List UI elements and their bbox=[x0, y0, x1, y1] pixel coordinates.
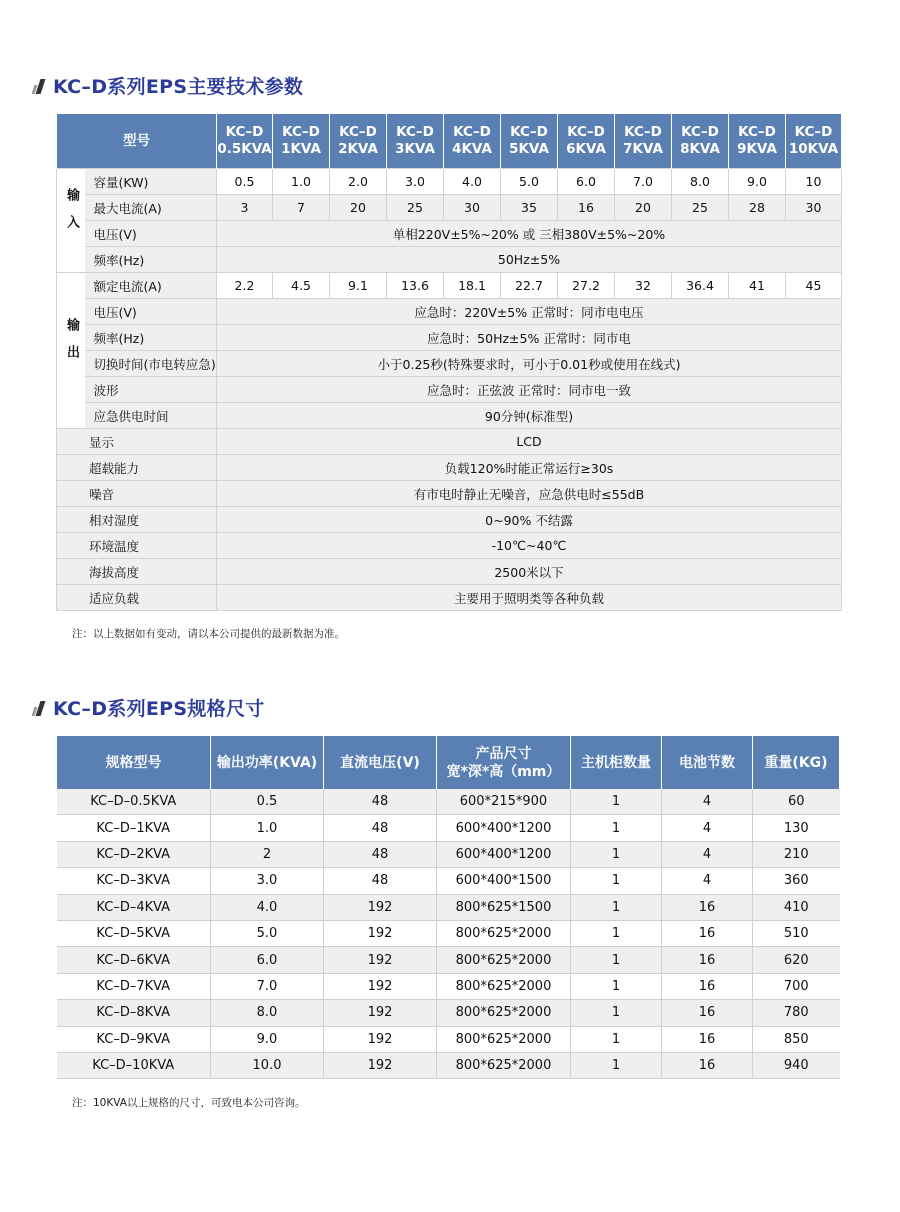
header-dimensions: 产品尺寸 宽*深*高（mm） bbox=[437, 736, 571, 789]
header-battery-count: 电池节数 bbox=[662, 736, 753, 789]
param-value: 90分钟(标准型) bbox=[217, 403, 842, 429]
dimension-cell: 4 bbox=[662, 789, 753, 815]
dimension-cell: 1 bbox=[571, 868, 662, 894]
param-value: 2.0 bbox=[330, 169, 387, 195]
dimension-cell: 192 bbox=[324, 973, 437, 999]
model-header-label: 型号 bbox=[57, 114, 217, 169]
param-value: 36.4 bbox=[672, 273, 729, 299]
header-weight: 重量(KG) bbox=[753, 736, 840, 789]
param-value: 应急时：220V±5% 正常时：同市电电压 bbox=[217, 299, 842, 325]
param-label: 环境温度 bbox=[57, 533, 217, 559]
model-header: KC–D 0.5KVA bbox=[217, 114, 273, 169]
dimension-cell: KC–D–8KVA bbox=[57, 1000, 211, 1026]
dimension-section-title bbox=[33, 694, 265, 721]
param-label: 电压(V) bbox=[85, 221, 217, 247]
dimension-cell: 48 bbox=[324, 841, 437, 867]
param-value: 9.1 bbox=[330, 273, 387, 299]
dimension-cell: 1 bbox=[571, 1000, 662, 1026]
param-label: 显示 bbox=[57, 429, 217, 455]
param-value: 3.0 bbox=[387, 169, 444, 195]
model-header: KC–D 5KVA bbox=[501, 114, 558, 169]
dimension-cell: 1 bbox=[571, 947, 662, 973]
param-value: 5.0 bbox=[501, 169, 558, 195]
dimension-cell: 16 bbox=[662, 973, 753, 999]
param-value: 应急时：正弦波 正常时：同市电一致 bbox=[217, 377, 842, 403]
header-model: 规格型号 bbox=[57, 736, 211, 789]
dimension-cell: 6.0 bbox=[211, 947, 324, 973]
param-value: 45 bbox=[786, 273, 842, 299]
dimension-cell: 1 bbox=[571, 815, 662, 841]
param-value: 7 bbox=[273, 195, 330, 221]
dimension-note: 注：10KVA以上规格的尺寸，可致电本公司咨询。 bbox=[72, 1097, 306, 1109]
dimension-cell: 1 bbox=[571, 920, 662, 946]
dimension-cell: 4.0 bbox=[211, 894, 324, 920]
dimension-cell: 700 bbox=[753, 973, 840, 999]
param-value: 20 bbox=[330, 195, 387, 221]
dimension-cell: 48 bbox=[324, 789, 437, 815]
dimension-cell: 620 bbox=[753, 947, 840, 973]
dimension-cell: 850 bbox=[753, 1026, 840, 1052]
dimension-cell: 192 bbox=[324, 947, 437, 973]
dimension-row bbox=[57, 1052, 840, 1078]
dimension-cell: 16 bbox=[662, 1026, 753, 1052]
param-value: 单相220V±5%~20% 或 三相380V±5%~20% bbox=[217, 221, 842, 247]
dimension-table bbox=[56, 736, 840, 1079]
param-value: 2.2 bbox=[217, 273, 273, 299]
param-value: 25 bbox=[387, 195, 444, 221]
dimension-row bbox=[57, 868, 840, 894]
dimension-cell: 600*400*1500 bbox=[437, 868, 571, 894]
dimension-cell: 1 bbox=[571, 841, 662, 867]
param-value: 有市电时静止无噪音，应急供电时≤55dB bbox=[217, 481, 842, 507]
dimension-cell: 800*625*2000 bbox=[437, 920, 571, 946]
model-header: KC–D 10KVA bbox=[786, 114, 842, 169]
spec-row bbox=[57, 247, 842, 273]
param-value: 28 bbox=[729, 195, 786, 221]
param-value: 负载120%时能正常运行≥30s bbox=[217, 455, 842, 481]
param-value: 3 bbox=[217, 195, 273, 221]
spec-row bbox=[57, 403, 842, 429]
param-label: 额定电流(A) bbox=[85, 273, 217, 299]
param-value: 7.0 bbox=[615, 169, 672, 195]
param-label: 噪音 bbox=[57, 481, 217, 507]
group-label bbox=[57, 169, 85, 273]
param-value: 30 bbox=[786, 195, 842, 221]
dimension-cell: KC–D–7KVA bbox=[57, 973, 211, 999]
dimension-cell: 3.0 bbox=[211, 868, 324, 894]
dimension-cell: 60 bbox=[753, 789, 840, 815]
param-value: 32 bbox=[615, 273, 672, 299]
dimension-cell: 800*625*1500 bbox=[437, 894, 571, 920]
dimension-cell: 800*625*2000 bbox=[437, 973, 571, 999]
dimension-cell: 4 bbox=[662, 815, 753, 841]
param-label: 应急供电时间 bbox=[85, 403, 217, 429]
param-value: 30 bbox=[444, 195, 501, 221]
dimension-cell: 9.0 bbox=[211, 1026, 324, 1052]
param-value: 18.1 bbox=[444, 273, 501, 299]
spec-row bbox=[57, 195, 842, 221]
dimension-cell: 48 bbox=[324, 815, 437, 841]
param-label: 相对湿度 bbox=[57, 507, 217, 533]
model-header: KC–D 4KVA bbox=[444, 114, 501, 169]
param-value: 应急时：50Hz±5% 正常时：同市电 bbox=[217, 325, 842, 351]
dimension-cell: 1.0 bbox=[211, 815, 324, 841]
dimension-cell: 510 bbox=[753, 920, 840, 946]
model-header: KC–D 3KVA bbox=[387, 114, 444, 169]
dimension-cell: 4 bbox=[662, 868, 753, 894]
dimension-row bbox=[57, 1026, 840, 1052]
param-value: 小于0.25秒(特殊要求时，可小于0.01秒或使用在线式) bbox=[217, 351, 842, 377]
param-value: 10 bbox=[786, 169, 842, 195]
group-label-text: 输出 bbox=[64, 318, 79, 372]
param-value: 9.0 bbox=[729, 169, 786, 195]
param-label: 电压(V) bbox=[85, 299, 217, 325]
param-value: 41 bbox=[729, 273, 786, 299]
dimension-cell: KC–D–0.5KVA bbox=[57, 789, 211, 815]
model-header: KC–D 7KVA bbox=[615, 114, 672, 169]
dimension-cell: 1 bbox=[571, 973, 662, 999]
title-bullet-icon bbox=[33, 700, 45, 716]
model-header: KC–D 1KVA bbox=[273, 114, 330, 169]
param-value: 4.0 bbox=[444, 169, 501, 195]
param-value: 27.2 bbox=[558, 273, 615, 299]
group-label bbox=[57, 273, 85, 429]
dimension-cell: 16 bbox=[662, 1000, 753, 1026]
dimension-row bbox=[57, 920, 840, 946]
spec-row bbox=[57, 273, 842, 299]
dimension-cell: 0.5 bbox=[211, 789, 324, 815]
param-value: 20 bbox=[615, 195, 672, 221]
dimension-cell: 800*625*2000 bbox=[437, 1000, 571, 1026]
dimension-cell: 8.0 bbox=[211, 1000, 324, 1026]
dimension-row bbox=[57, 841, 840, 867]
spec-row bbox=[57, 169, 842, 195]
dimension-cell: 192 bbox=[324, 1000, 437, 1026]
param-label: 海拔高度 bbox=[57, 559, 217, 585]
param-label: 容量(KW) bbox=[85, 169, 217, 195]
spec-row bbox=[57, 455, 842, 481]
param-value: 6.0 bbox=[558, 169, 615, 195]
model-header: KC–D 2KVA bbox=[330, 114, 387, 169]
dimension-cell: KC–D–3KVA bbox=[57, 868, 211, 894]
param-value: 2500米以下 bbox=[217, 559, 842, 585]
dimension-cell: 192 bbox=[324, 1052, 437, 1078]
spec-row bbox=[57, 533, 842, 559]
dimension-cell: 10.0 bbox=[211, 1052, 324, 1078]
spec-row bbox=[57, 299, 842, 325]
param-value: 13.6 bbox=[387, 273, 444, 299]
dimension-cell: 800*625*2000 bbox=[437, 947, 571, 973]
spec-title-text: KC–D系列EPS主要技术参数 bbox=[53, 76, 304, 98]
dimension-cell: 1 bbox=[571, 789, 662, 815]
dimension-cell: KC–D–1KVA bbox=[57, 815, 211, 841]
spec-row bbox=[57, 559, 842, 585]
group-label-text: 输入 bbox=[64, 188, 79, 242]
dimension-cell: 192 bbox=[324, 1026, 437, 1052]
param-label: 频率(Hz) bbox=[85, 247, 217, 273]
header-cabinet-count: 主机柜数量 bbox=[571, 736, 662, 789]
param-label: 适应负载 bbox=[57, 585, 217, 611]
model-header: KC–D 9KVA bbox=[729, 114, 786, 169]
dimension-cell: 192 bbox=[324, 894, 437, 920]
dimension-cell: 360 bbox=[753, 868, 840, 894]
title-bullet-icon bbox=[33, 78, 45, 94]
spec-table bbox=[56, 114, 842, 611]
param-label: 最大电流(A) bbox=[85, 195, 217, 221]
param-value: LCD bbox=[217, 429, 842, 455]
param-value: 25 bbox=[672, 195, 729, 221]
dimension-cell: 210 bbox=[753, 841, 840, 867]
dimension-cell: 4 bbox=[662, 841, 753, 867]
dimension-cell: 16 bbox=[662, 947, 753, 973]
param-value: -10℃~40℃ bbox=[217, 533, 842, 559]
dimension-row bbox=[57, 789, 840, 815]
spec-row bbox=[57, 351, 842, 377]
model-header: KC–D 8KVA bbox=[672, 114, 729, 169]
param-value: 35 bbox=[501, 195, 558, 221]
dimension-cell: 1 bbox=[571, 1052, 662, 1078]
spec-section-title bbox=[33, 72, 303, 99]
header-output-power: 输出功率(KVA) bbox=[211, 736, 324, 789]
param-value: 主要用于照明类等各种负载 bbox=[217, 585, 842, 611]
dimension-cell: 130 bbox=[753, 815, 840, 841]
dimension-row bbox=[57, 947, 840, 973]
param-value: 0.5 bbox=[217, 169, 273, 195]
spec-row bbox=[57, 507, 842, 533]
dimension-cell: 16 bbox=[662, 920, 753, 946]
param-value: 0~90% 不结露 bbox=[217, 507, 842, 533]
dimension-cell: 2 bbox=[211, 841, 324, 867]
dimension-cell: 1 bbox=[571, 1026, 662, 1052]
dimension-cell: 192 bbox=[324, 920, 437, 946]
param-value: 8.0 bbox=[672, 169, 729, 195]
spec-row bbox=[57, 481, 842, 507]
dimension-cell: 940 bbox=[753, 1052, 840, 1078]
dimension-cell: 600*400*1200 bbox=[437, 841, 571, 867]
dimension-cell: 800*625*2000 bbox=[437, 1026, 571, 1052]
dimension-row bbox=[57, 973, 840, 999]
param-value: 4.5 bbox=[273, 273, 330, 299]
spec-row bbox=[57, 585, 842, 611]
dimension-cell: 600*400*1200 bbox=[437, 815, 571, 841]
param-value: 1.0 bbox=[273, 169, 330, 195]
spec-row bbox=[57, 221, 842, 247]
dimension-cell: 1 bbox=[571, 894, 662, 920]
dimension-cell: KC–D–2KVA bbox=[57, 841, 211, 867]
dimension-row bbox=[57, 815, 840, 841]
dimension-row bbox=[57, 1000, 840, 1026]
dimension-cell: 48 bbox=[324, 868, 437, 894]
dimension-cell: KC–D–10KVA bbox=[57, 1052, 211, 1078]
spec-note: 注：以上数据如有变动，请以本公司提供的最新数据为准。 bbox=[72, 628, 345, 640]
dimension-cell: 600*215*900 bbox=[437, 789, 571, 815]
param-label: 波形 bbox=[85, 377, 217, 403]
dimension-cell: KC–D–4KVA bbox=[57, 894, 211, 920]
spec-row bbox=[57, 377, 842, 403]
dimension-cell: 7.0 bbox=[211, 973, 324, 999]
dimension-cell: KC–D–6KVA bbox=[57, 947, 211, 973]
dimension-cell: 410 bbox=[753, 894, 840, 920]
dimension-header-row bbox=[57, 736, 840, 789]
spec-row bbox=[57, 325, 842, 351]
dimension-cell: KC–D–9KVA bbox=[57, 1026, 211, 1052]
model-header: KC–D 6KVA bbox=[558, 114, 615, 169]
spec-header-row bbox=[57, 114, 842, 169]
dimension-row bbox=[57, 894, 840, 920]
header-dc-voltage: 直流电压(V) bbox=[324, 736, 437, 789]
dimension-cell: 800*625*2000 bbox=[437, 1052, 571, 1078]
dimension-cell: 16 bbox=[662, 1052, 753, 1078]
dimension-title-text: KC–D系列EPS规格尺寸 bbox=[53, 698, 265, 720]
param-label: 频率(Hz) bbox=[85, 325, 217, 351]
param-value: 50Hz±5% bbox=[217, 247, 842, 273]
dimension-cell: 780 bbox=[753, 1000, 840, 1026]
dimension-cell: 5.0 bbox=[211, 920, 324, 946]
spec-row bbox=[57, 429, 842, 455]
param-label: 超载能力 bbox=[57, 455, 217, 481]
param-value: 16 bbox=[558, 195, 615, 221]
dimension-cell: KC–D–5KVA bbox=[57, 920, 211, 946]
dimension-cell: 16 bbox=[662, 894, 753, 920]
param-value: 22.7 bbox=[501, 273, 558, 299]
param-label: 切换时间(市电转应急) bbox=[85, 351, 217, 377]
